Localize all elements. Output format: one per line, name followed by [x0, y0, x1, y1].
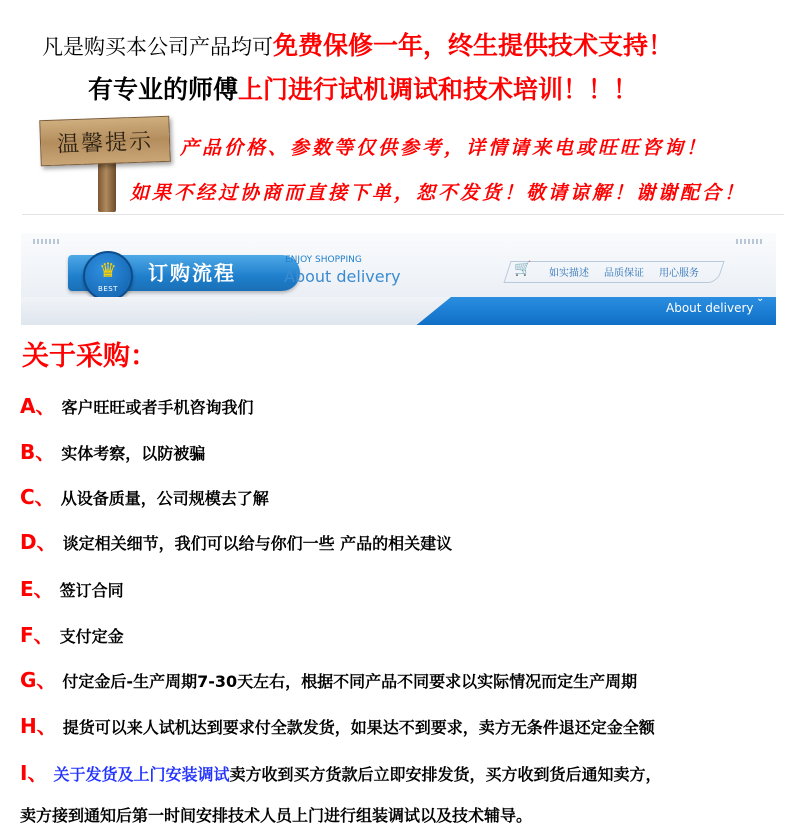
- decor-dots-right: [736, 239, 764, 244]
- notice-tip-order: 如果不经过协商而直接下单，恕不发货！敬请谅解！谢谢配合！: [130, 182, 747, 204]
- promo-line-service: [88, 70, 788, 106]
- promo-text-plain: 凡是购买本公司产品均可: [42, 35, 273, 59]
- banner-subtitle-large: About delivery: [284, 267, 401, 286]
- promo-line-warranty: [42, 26, 782, 62]
- list-item: [20, 619, 124, 648]
- list-item: [20, 390, 254, 419]
- item-text: 从设备质量，公司规模去了解: [60, 489, 269, 508]
- delivery-continuation: 卖方接到通知后第一时间安排技术人员上门进行组装调试以及技术辅导。: [20, 806, 533, 825]
- purchase-heading: 关于采购：: [22, 341, 157, 372]
- service-text-plain: 有专业的师傅: [88, 75, 239, 104]
- promo-text-highlight: 免费保修一年，终生提供技术支持！: [273, 31, 674, 60]
- service-text-highlight: 上门进行试机调试和技术培训！！！: [238, 75, 639, 104]
- item-letter: C、: [20, 485, 55, 509]
- item-letter: I、: [20, 761, 48, 785]
- banner-stripe-light: [21, 297, 451, 325]
- item-highlight-text: 关于发货及上门安装调试: [53, 765, 230, 784]
- banner-title: 订购流程: [148, 261, 236, 285]
- item-letter: D、: [20, 530, 57, 554]
- list-item: [20, 710, 655, 739]
- item-letter: A、: [20, 394, 56, 418]
- item-text: 谈定相关细节，我们可以给与你们一些 产品的相关建议: [62, 534, 453, 553]
- item-text: 客户旺旺或者手机咨询我们: [61, 398, 254, 417]
- banner-link-description[interactable]: 如实描述: [549, 268, 589, 279]
- item-text: 付定金后-生产周期7-30天左右，根据不同产品不同要求以实际情况而定生产周期: [62, 672, 638, 691]
- banner-link-service[interactable]: 用心服务: [659, 268, 699, 279]
- list-item: [20, 436, 205, 465]
- item-letter: E、: [20, 577, 54, 601]
- item-letter: B、: [20, 440, 56, 464]
- item-letter: H、: [20, 714, 57, 738]
- sign-label: 温馨提示: [56, 129, 154, 158]
- item-text: 卖方收到买方货款后立即安排发货，买方收到货后通知卖方，: [229, 765, 662, 784]
- shopping-cart-icon: 🛒: [514, 261, 532, 277]
- item-text: 签订合同: [59, 581, 124, 600]
- item-text: 实体考察，以防被骗: [61, 444, 206, 463]
- crown-icon: ♛ BEST: [83, 251, 133, 301]
- item-text: 提货可以来人试机达到要求付全款发货，如果达不到要求，卖方无条件退还定金全额: [62, 718, 655, 737]
- item-text: 支付定金: [59, 627, 124, 646]
- item-letter: G、: [20, 668, 57, 692]
- badge-text: BEST: [98, 285, 118, 293]
- decor-dots-left: [33, 239, 61, 244]
- banner-subtitle-small: ENJOY SHOPPING: [285, 255, 362, 265]
- list-item: [20, 481, 269, 510]
- banner-link-quality[interactable]: 品质保证: [604, 268, 644, 279]
- order-process-banner: [21, 233, 776, 325]
- divider: [22, 214, 784, 215]
- list-item: [20, 664, 637, 693]
- notice-sign: [39, 116, 171, 167]
- notice-tip-price: 产品价格、参数等仅供参考，详情请来电或旺旺咨询！: [180, 137, 709, 159]
- chevron-down-icon: ⌄: [756, 293, 765, 304]
- list-item: [20, 526, 452, 555]
- item-letter: F、: [20, 623, 54, 647]
- list-item: [20, 573, 124, 602]
- list-item-delivery: [20, 757, 661, 786]
- banner-stripe-label: About delivery: [666, 301, 754, 315]
